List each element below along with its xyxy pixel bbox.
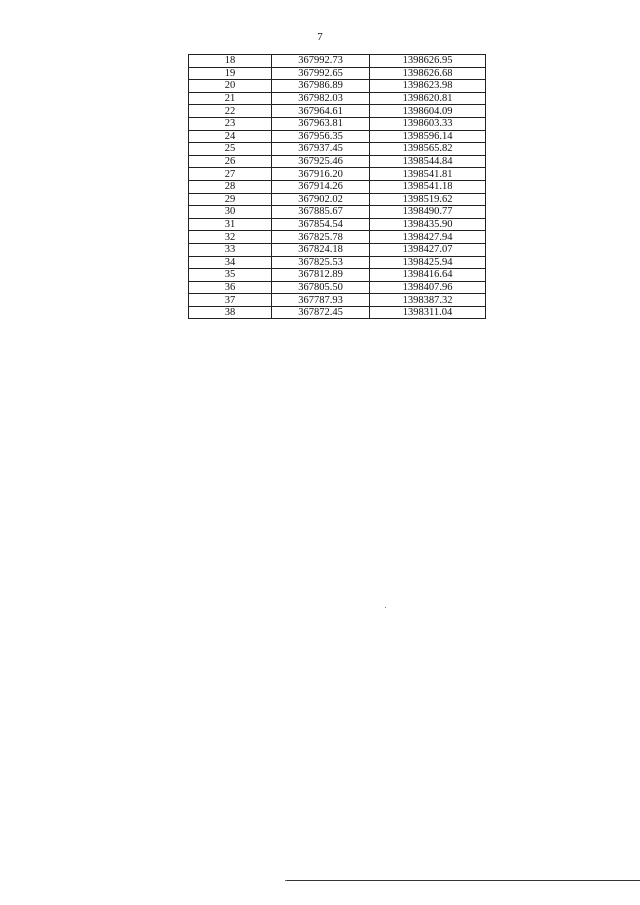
x-coordinate-cell: 367963.81 (272, 117, 370, 130)
point-number-cell: 31 (189, 218, 272, 231)
table-row (189, 155, 486, 168)
x-coordinate-cell: 367902.02 (272, 193, 370, 206)
y-coordinate-cell: 1398427.07 (370, 243, 486, 256)
y-coordinate-cell: 1398427.94 (370, 231, 486, 244)
x-coordinate-cell: 367992.65 (272, 67, 370, 80)
table-row (189, 306, 486, 319)
table-row (189, 243, 486, 256)
table-row (189, 55, 486, 68)
point-number-cell: 25 (189, 143, 272, 156)
x-coordinate-cell: 367812.89 (272, 269, 370, 282)
point-number-cell: 22 (189, 105, 272, 118)
x-coordinate-cell: 367986.89 (272, 80, 370, 93)
table-row (189, 294, 486, 307)
table-row (189, 256, 486, 269)
x-coordinate-cell: 367992.73 (272, 55, 370, 68)
y-coordinate-cell: 1398541.18 (370, 180, 486, 193)
point-number-cell: 36 (189, 281, 272, 294)
y-coordinate-cell: 1398603.33 (370, 117, 486, 130)
table-row (189, 193, 486, 206)
point-number-cell: 29 (189, 193, 272, 206)
table-row (189, 269, 486, 282)
y-coordinate-cell: 1398623.98 (370, 80, 486, 93)
table-row (189, 80, 486, 93)
footer-rule (287, 880, 640, 881)
table-row (189, 206, 486, 219)
point-number-cell: 21 (189, 92, 272, 105)
coordinates-table (188, 54, 486, 319)
table-row (189, 281, 486, 294)
point-number-cell: 23 (189, 117, 272, 130)
y-coordinate-cell: 1398387.32 (370, 294, 486, 307)
y-coordinate-cell: 1398596.14 (370, 130, 486, 143)
scan-speck (385, 607, 386, 608)
y-coordinate-cell: 1398626.68 (370, 67, 486, 80)
table-row (189, 218, 486, 231)
point-number-cell: 37 (189, 294, 272, 307)
x-coordinate-cell: 367937.45 (272, 143, 370, 156)
y-coordinate-cell: 1398435.90 (370, 218, 486, 231)
point-number-cell: 20 (189, 80, 272, 93)
table-row (189, 117, 486, 130)
point-number-cell: 35 (189, 269, 272, 282)
y-coordinate-cell: 1398604.09 (370, 105, 486, 118)
point-number-cell: 38 (189, 306, 272, 319)
y-coordinate-cell: 1398519.62 (370, 193, 486, 206)
y-coordinate-cell: 1398416.64 (370, 269, 486, 282)
y-coordinate-cell: 1398541.81 (370, 168, 486, 181)
point-number-cell: 33 (189, 243, 272, 256)
y-coordinate-cell: 1398407.96 (370, 281, 486, 294)
x-coordinate-cell: 367825.78 (272, 231, 370, 244)
y-coordinate-cell: 1398425.94 (370, 256, 486, 269)
y-coordinate-cell: 1398565.82 (370, 143, 486, 156)
x-coordinate-cell: 367956.35 (272, 130, 370, 143)
y-coordinate-cell: 1398620.81 (370, 92, 486, 105)
table-row (189, 92, 486, 105)
x-coordinate-cell: 367964.61 (272, 105, 370, 118)
point-number-cell: 28 (189, 180, 272, 193)
table-row (189, 105, 486, 118)
point-number-cell: 18 (189, 55, 272, 68)
point-number-cell: 26 (189, 155, 272, 168)
table-row (189, 143, 486, 156)
x-coordinate-cell: 367824.18 (272, 243, 370, 256)
x-coordinate-cell: 367825.53 (272, 256, 370, 269)
point-number-cell: 27 (189, 168, 272, 181)
y-coordinate-cell: 1398311.04 (370, 306, 486, 319)
x-coordinate-cell: 367805.50 (272, 281, 370, 294)
y-coordinate-cell: 1398626.95 (370, 55, 486, 68)
y-coordinate-cell: 1398490.77 (370, 206, 486, 219)
point-number-cell: 32 (189, 231, 272, 244)
point-number-cell: 19 (189, 67, 272, 80)
y-coordinate-cell: 1398544.84 (370, 155, 486, 168)
page-number: 7 (317, 31, 323, 43)
table-row (189, 168, 486, 181)
x-coordinate-cell: 367872.45 (272, 306, 370, 319)
table-row (189, 180, 486, 193)
table-row (189, 67, 486, 80)
point-number-cell: 34 (189, 256, 272, 269)
x-coordinate-cell: 367787.93 (272, 294, 370, 307)
coordinates-table-body (189, 55, 486, 319)
table-row (189, 231, 486, 244)
x-coordinate-cell: 367885.67 (272, 206, 370, 219)
x-coordinate-cell: 367916.20 (272, 168, 370, 181)
x-coordinate-cell: 367925.46 (272, 155, 370, 168)
x-coordinate-cell: 367982.03 (272, 92, 370, 105)
x-coordinate-cell: 367854.54 (272, 218, 370, 231)
table-row (189, 130, 486, 143)
point-number-cell: 30 (189, 206, 272, 219)
x-coordinate-cell: 367914.26 (272, 180, 370, 193)
point-number-cell: 24 (189, 130, 272, 143)
